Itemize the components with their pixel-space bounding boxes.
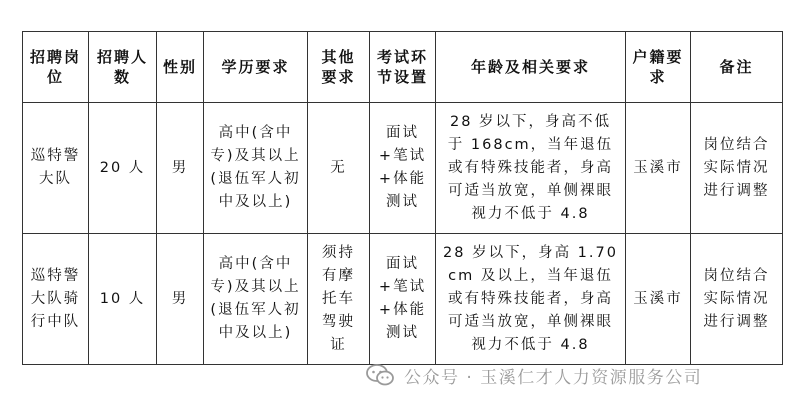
header-gender: 性别: [157, 32, 204, 103]
cell-education: 高中(含中专)及其以上(退伍军人初中及以上): [204, 103, 308, 234]
header-remark: 备注: [691, 32, 783, 103]
cell-remark: 岗位结合实际情况进行调整: [691, 103, 783, 234]
cell-exam: 面试+笔试+体能测试: [370, 103, 436, 234]
cell-count: 10 人: [89, 234, 157, 365]
wechat-icon: [366, 364, 394, 386]
cell-age: 28 岁以下，身高 1.70cm 及以上，当年退伍或有特殊技能者，身高可适当放宽，单侧裸眼视力不低于 4.8: [436, 234, 626, 365]
table-row: [23, 234, 783, 365]
header-education: 学历要求: [204, 32, 308, 103]
header-exam: 考试环节设置: [370, 32, 436, 103]
watermark-text: 公众号 · 玉溪仁才人力资源服务公司: [404, 367, 703, 388]
header-age: 年龄及相关要求: [436, 32, 626, 103]
cell-remark: 岗位结合实际情况进行调整: [691, 234, 783, 365]
cell-count: 20 人: [89, 103, 157, 234]
cell-education: 高中(含中专)及其以上(退伍军人初中及以上): [204, 234, 308, 365]
cell-position: 巡特警大队骑行中队: [23, 234, 89, 365]
header-position: 招聘岗位: [23, 32, 89, 103]
cell-household: 玉溪市: [626, 234, 691, 365]
watermark: [366, 361, 702, 389]
cell-gender: 男: [157, 103, 204, 234]
cell-household: 玉溪市: [626, 103, 691, 234]
recruitment-table: [22, 31, 783, 365]
header-household: 户籍要求: [626, 32, 691, 103]
cell-other: 须持有摩托车驾驶证: [308, 234, 370, 365]
cell-age: 28 岁以下，身高不低于 168cm，当年退伍或有特殊技能者，身高可适当放宽，单侧裸眼视力不低于 4.8: [436, 103, 626, 234]
header-other: 其他要求: [308, 32, 370, 103]
cell-exam: 面试+笔试+体能测试: [370, 234, 436, 365]
table-header-row: [23, 32, 783, 103]
recruitment-table-container: [22, 31, 782, 365]
header-count: 招聘人数: [89, 32, 157, 103]
cell-other: 无: [308, 103, 370, 234]
table-row: [23, 103, 783, 234]
cell-gender: 男: [157, 234, 204, 365]
cell-position: 巡特警大队: [23, 103, 89, 234]
